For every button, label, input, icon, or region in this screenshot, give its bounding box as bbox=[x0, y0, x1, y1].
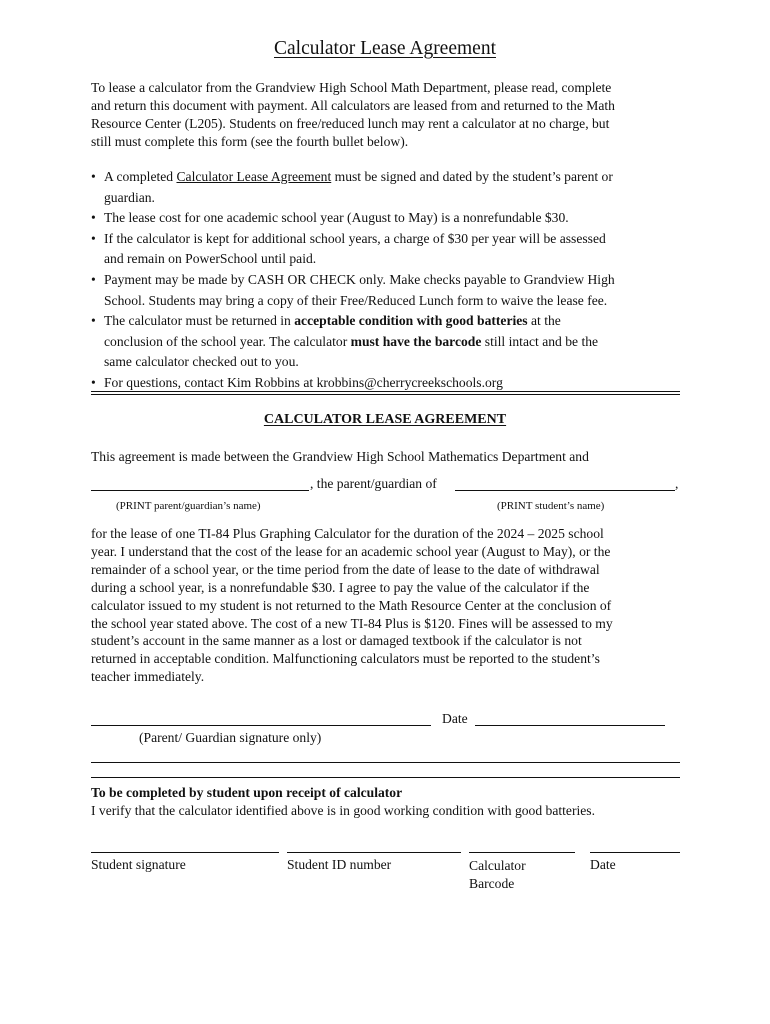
bullet-text: conclusion of the school year. The calculator bbox=[104, 333, 351, 349]
bullet-icon: • bbox=[91, 169, 96, 184]
section-divider-bottom bbox=[91, 394, 680, 395]
agreement-heading: CALCULATOR LEASE AGREEMENT bbox=[263, 412, 507, 427]
bullet-text: If the calculator is kept for additional school years, a charge of $30 per year will be assessed bbox=[104, 230, 606, 246]
agreement-body-line: year. I understand that the cost of the lease for an academic school year (August to May), or the bbox=[91, 543, 611, 559]
bullet-text: must be signed and dated by the student’s parent or bbox=[331, 169, 613, 184]
student-signature-field[interactable] bbox=[91, 852, 279, 853]
parent-name-field[interactable] bbox=[91, 490, 309, 491]
agreement-body-line: teacher immediately. bbox=[91, 669, 205, 685]
contact-text: For questions, contact Kim Robbins at krobbins@cherrycreekschools.org bbox=[104, 374, 503, 390]
document-title: Calculator Lease Agreement bbox=[274, 38, 496, 59]
bullet-text: School. Students may bring a copy of their Free/Reduced Lunch form to waive the lease fee. bbox=[104, 292, 608, 308]
comma-text: , bbox=[675, 476, 679, 491]
bullet-text: still intact and be the bbox=[481, 333, 599, 349]
student-name-field[interactable] bbox=[455, 490, 675, 491]
bullet-icon: • bbox=[91, 313, 96, 329]
intro-line-4: still must complete this form (see the fourth bullet below). bbox=[91, 134, 409, 149]
student-signature-label: Student signature bbox=[91, 857, 186, 872]
emphasis-text: acceptable condition with good batteries bbox=[294, 313, 528, 329]
student-date-label: Date bbox=[590, 857, 616, 872]
agreement-reference: Calculator Lease Agreement bbox=[176, 169, 332, 184]
bullet-text: The lease cost for one academic school year (August to May) is a nonrefundable $30. bbox=[104, 210, 569, 226]
list-item bbox=[91, 270, 691, 311]
parent-date-field[interactable] bbox=[475, 725, 665, 726]
calculator-barcode-label bbox=[469, 857, 526, 893]
bullet-text: A completed bbox=[104, 169, 177, 184]
bullet-icon: • bbox=[91, 374, 96, 390]
agreement-body-line: the school year stated above. The cost of a new TI-84 Plus is $120. Fines will be assessed to my bbox=[91, 615, 613, 631]
student-section-heading: To be completed by student upon receipt of calculator bbox=[91, 785, 403, 800]
agreement-body-line: returned in acceptable condition. Malfunctioning calculators must be reported to the student’s bbox=[91, 651, 600, 667]
intro-line-1: To lease a calculator from the Grandview High School Math Department, please read, complete bbox=[91, 80, 612, 95]
list-item bbox=[91, 167, 691, 208]
student-date-field[interactable] bbox=[590, 852, 680, 853]
agreement-body-line: student’s account in the same manner as a lost or damaged textbook if the calculator is not bbox=[91, 633, 582, 649]
signature-caption: (Parent/ Guardian signature only) bbox=[139, 730, 322, 745]
section-divider bbox=[91, 762, 680, 763]
barcode-label-line-1: Calculator bbox=[469, 858, 526, 873]
bullet-icon: • bbox=[91, 271, 96, 287]
student-name-caption: (PRINT student’s name) bbox=[497, 500, 605, 512]
parent-of-text: , the parent/guardian of bbox=[310, 476, 437, 491]
bullet-text: and remain on PowerSchool until paid. bbox=[104, 251, 317, 267]
intro-paragraph bbox=[91, 79, 691, 151]
emphasis-text: must have the barcode bbox=[350, 333, 482, 349]
agreement-body-line: for the lease of one TI-84 Plus Graphing Calculator for the duration of the 2024 – 2025 school bbox=[91, 526, 604, 541]
student-id-label: Student ID number bbox=[287, 857, 392, 872]
agreement-body bbox=[91, 525, 691, 686]
date-label: Date bbox=[442, 711, 468, 726]
agreement-body-line: during a school year, is a nonrefundable $30. I agree to pay the value of the calculator if the bbox=[91, 579, 590, 595]
list-item bbox=[91, 208, 691, 229]
verify-statement: I verify that the calculator identified above is in good working condition with good batteries. bbox=[91, 803, 595, 818]
policy-bullet-list bbox=[91, 167, 691, 394]
intro-line-3: Resource Center (L205). Students on free/reduced lunch may rent a calculator at no charge, but bbox=[91, 116, 610, 131]
agreement-body-line: calculator issued to my student is not returned to the Math Resource Center at the conclusion of bbox=[91, 597, 612, 613]
list-item bbox=[91, 229, 691, 270]
bullet-text: guardian. bbox=[104, 189, 155, 205]
section-divider-top bbox=[91, 391, 680, 392]
barcode-label-line-2: Barcode bbox=[469, 876, 515, 891]
parent-signature-field[interactable] bbox=[91, 725, 431, 726]
intro-line-2: and return this document with payment. All calculators are leased from and returned to the Math bbox=[91, 98, 615, 113]
bullet-icon: • bbox=[91, 230, 96, 246]
agreement-body-line: remainder of a school year, or the time period from the date of lease to the date of withdrawal bbox=[91, 561, 600, 577]
list-item bbox=[91, 311, 691, 373]
bullet-text: Payment may be made by CASH OR CHECK only. Make checks payable to Grandview High bbox=[104, 271, 615, 287]
bullet-text: The calculator must be returned in bbox=[104, 313, 295, 329]
bullet-text: at the bbox=[527, 313, 561, 329]
calculator-barcode-field[interactable] bbox=[469, 852, 575, 853]
parent-name-caption: (PRINT parent/guardian’s name) bbox=[116, 500, 261, 512]
bullet-text: same calculator checked out to you. bbox=[104, 354, 299, 370]
bullet-icon: • bbox=[91, 210, 96, 226]
section-divider bbox=[91, 777, 680, 778]
agreement-intro: This agreement is made between the Grandview High School Mathematics Department and bbox=[91, 449, 589, 464]
student-id-field[interactable] bbox=[287, 852, 461, 853]
